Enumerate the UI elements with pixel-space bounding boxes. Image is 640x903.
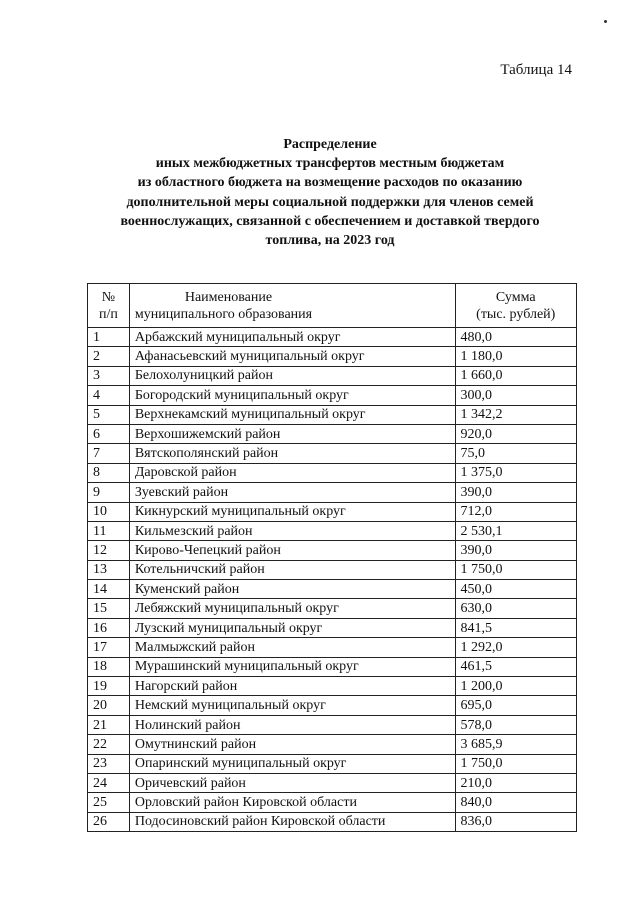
title-line: иных межбюджетных трансфертов местным бюджетам [155,156,505,172]
scan-speck [604,20,607,23]
table-row [88,328,577,347]
row-number: 13 [88,560,130,579]
amount-value: 1 180,0 [455,347,577,366]
municipality-name: Афанасьевский муниципальный округ [129,347,455,366]
row-number: 20 [88,696,130,715]
municipality-name: Опаринский муниципальный округ [129,754,455,773]
table-row [88,405,577,424]
municipality-name: Кирово-Чепецкий район [129,541,455,560]
row-number: 4 [88,386,130,405]
row-number: 5 [88,405,130,424]
amount-value: 210,0 [455,773,577,792]
header-sum: Сумма (тыс. рублей) [455,284,577,328]
row-number: 19 [88,677,130,696]
municipality-name: Арбажский муниципальный округ [129,328,455,347]
amount-value: 578,0 [455,715,577,734]
row-number: 11 [88,521,130,540]
row-number: 16 [88,618,130,637]
table-row [88,599,577,618]
table-row [88,754,577,773]
table-row [88,463,577,482]
municipality-name: Зуевский район [129,483,455,502]
municipality-name: Оричевский район [129,773,455,792]
table-row [88,735,577,754]
row-number: 7 [88,444,130,463]
row-number: 22 [88,735,130,754]
row-number: 2 [88,347,130,366]
amount-value: 450,0 [455,580,577,599]
municipality-name: Кикнурский муниципальный округ [129,502,455,521]
table-row [88,657,577,676]
table-number-label: Таблица 14 [500,62,572,78]
municipality-name: Нагорский район [129,677,455,696]
amount-value: 712,0 [455,502,577,521]
row-number: 25 [88,793,130,812]
amount-value: 695,0 [455,696,577,715]
row-number: 24 [88,773,130,792]
amount-value: 836,0 [455,812,577,831]
table-row [88,696,577,715]
title-line: Распределение [283,137,377,152]
amount-value: 1 750,0 [455,560,577,579]
table-row [88,424,577,443]
table-row [88,541,577,560]
row-number: 9 [88,483,130,502]
table-row [88,560,577,579]
municipality-name: Верхошижемский район [129,424,455,443]
table-row [88,483,577,502]
amount-value: 75,0 [455,444,577,463]
amount-value: 390,0 [455,541,577,560]
table-row [88,618,577,637]
municipality-name: Даровской район [129,463,455,482]
table-row [88,386,577,405]
amount-value: 461,5 [455,657,577,676]
row-number: 12 [88,541,130,560]
header-name: Наименование муниципального образования [129,284,455,328]
row-number: 8 [88,463,130,482]
municipality-name: Лебяжский муниципальный округ [129,599,455,618]
amount-value: 1 342,2 [455,405,577,424]
title-line: из областного бюджета на возмещение расходов по оказанию [137,175,523,191]
amount-value: 300,0 [455,386,577,405]
table-row [88,715,577,734]
row-number: 1 [88,328,130,347]
amount-value: 920,0 [455,424,577,443]
title-line: военнослужащих, связанной с обеспечением и доставкой твердого [120,213,540,229]
amount-value: 1 200,0 [455,677,577,696]
row-number: 14 [88,580,130,599]
table-row [88,677,577,696]
table-row [88,793,577,812]
row-number: 10 [88,502,130,521]
amount-value: 1 375,0 [455,463,577,482]
header-number: № п/п [88,284,130,328]
row-number: 26 [88,812,130,831]
municipality-name: Мурашинский муниципальный округ [129,657,455,676]
table-row [88,773,577,792]
amount-value: 3 685,9 [455,735,577,754]
table-row [88,502,577,521]
municipality-name: Богородский муниципальный округ [129,386,455,405]
amount-value: 841,5 [455,618,577,637]
row-number: 15 [88,599,130,618]
municipality-name: Верхнекамский муниципальный округ [129,405,455,424]
distribution-table [87,283,577,832]
municipality-name: Немский муниципальный округ [129,696,455,715]
table-header-row [88,284,577,328]
municipality-name: Куменский район [129,580,455,599]
amount-value: 1 660,0 [455,366,577,385]
table-row [88,366,577,385]
table-row [88,812,577,831]
amount-value: 1 750,0 [455,754,577,773]
amount-value: 480,0 [455,328,577,347]
title-line: топлива, на 2023 год [265,233,395,249]
row-number: 6 [88,424,130,443]
table-row [88,521,577,540]
municipality-name: Нолинский район [129,715,455,734]
table-row [88,444,577,463]
table-row [88,638,577,657]
municipality-name: Малмыжский район [129,638,455,657]
amount-value: 2 530,1 [455,521,577,540]
amount-value: 390,0 [455,483,577,502]
municipality-name: Подосиновский район Кировской области [129,812,455,831]
municipality-name: Омутнинский район [129,735,455,754]
table-row [88,580,577,599]
municipality-name: Лузский муниципальный округ [129,618,455,637]
municipality-name: Котельничский район [129,560,455,579]
amount-value: 630,0 [455,599,577,618]
municipality-name: Белохолуницкий район [129,366,455,385]
table-body [88,328,577,832]
municipality-name: Орловский район Кировской области [129,793,455,812]
row-number: 23 [88,754,130,773]
row-number: 18 [88,657,130,676]
municipality-name: Кильмезский район [129,521,455,540]
document-title [80,135,580,250]
title-line: дополнительной меры социальной поддержки для членов семей [126,194,534,210]
row-number: 17 [88,638,130,657]
row-number: 21 [88,715,130,734]
row-number: 3 [88,366,130,385]
amount-value: 1 292,0 [455,638,577,657]
municipality-name: Вятскополянский район [129,444,455,463]
amount-value: 840,0 [455,793,577,812]
table-row [88,347,577,366]
